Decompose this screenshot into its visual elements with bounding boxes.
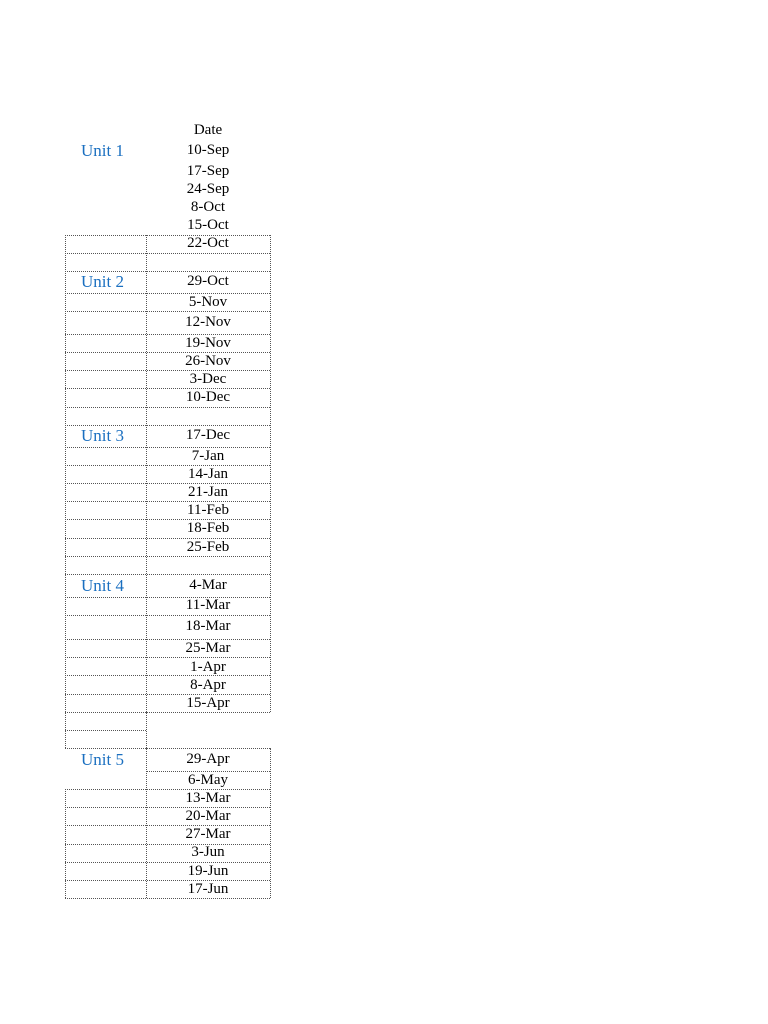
grid-line — [270, 748, 271, 898]
grid-line — [65, 730, 146, 731]
date-cell: 10-Dec — [185, 389, 231, 405]
grid-line — [65, 235, 66, 712]
grid-line — [65, 639, 270, 640]
date-cell: 18-Feb — [186, 520, 230, 536]
grid-line — [65, 447, 270, 448]
grid-line — [65, 712, 66, 748]
grid-line — [65, 657, 270, 658]
grid-line — [270, 235, 271, 712]
grid-line — [65, 501, 270, 502]
date-cell: 5-Nov — [188, 294, 228, 310]
grid-line — [65, 675, 270, 676]
grid-line — [65, 880, 270, 881]
grid-line — [65, 615, 270, 616]
date-cell: 1-Apr — [190, 659, 226, 675]
date-cell: 3-Jun — [191, 844, 225, 860]
grid-line — [65, 862, 270, 863]
unit-label: Unit 2 — [81, 272, 124, 291]
grid-line — [65, 334, 270, 335]
grid-line — [146, 748, 270, 749]
grid-line — [65, 465, 270, 466]
grid-line — [65, 694, 270, 695]
grid-line — [65, 748, 146, 749]
grid-line — [65, 370, 270, 371]
date-cell: 26-Nov — [185, 353, 231, 369]
date-cell: 24-Sep — [186, 181, 230, 197]
grid-line — [65, 352, 270, 353]
grid-line — [65, 425, 270, 426]
grid-line — [146, 748, 147, 898]
unit-label: Unit 4 — [81, 576, 124, 595]
grid-line — [65, 407, 270, 408]
date-cell: 8-Apr — [190, 677, 226, 693]
date-cell: 25-Feb — [186, 539, 230, 555]
date-cell: 15-Oct — [187, 217, 229, 233]
date-cell: 11-Feb — [187, 502, 229, 518]
grid-line — [65, 898, 270, 899]
grid-line — [146, 712, 147, 748]
date-cell: 27-Mar — [185, 826, 231, 842]
grid-line — [146, 235, 147, 712]
grid-line — [65, 483, 270, 484]
grid-line — [65, 388, 270, 389]
grid-line — [65, 807, 270, 808]
grid-line — [146, 771, 270, 772]
date-cell: 29-Oct — [187, 273, 229, 289]
date-cell: 14-Jan — [188, 466, 228, 482]
grid-line — [65, 538, 270, 539]
date-cell: 10-Sep — [186, 142, 230, 158]
unit-label: Unit 5 — [81, 750, 124, 769]
unit-label: Unit 3 — [81, 426, 124, 445]
date-cell: 21-Jan — [188, 484, 228, 500]
date-cell: 18-Mar — [185, 618, 231, 634]
date-cell: 12-Nov — [185, 314, 231, 330]
date-cell: 4-Mar — [189, 577, 227, 593]
date-cell: 3-Dec — [189, 371, 227, 387]
grid-line — [65, 789, 270, 790]
grid-line — [65, 825, 270, 826]
date-cell: 29-Apr — [186, 751, 230, 767]
grid-line — [65, 574, 270, 575]
date-cell: 8-Oct — [190, 199, 226, 215]
grid-line — [65, 597, 270, 598]
date-cell: 19-Jun — [187, 863, 229, 879]
date-cell: 17-Dec — [185, 427, 231, 443]
grid-line — [65, 556, 270, 557]
date-cell: 20-Mar — [185, 808, 231, 824]
grid-line — [65, 311, 270, 312]
grid-line — [65, 253, 270, 254]
date-cell: 17-Sep — [186, 163, 230, 179]
date-cell: 22-Oct — [187, 235, 229, 251]
date-cell: 7-Jan — [191, 448, 225, 464]
grid-line — [65, 844, 270, 845]
date-header: Date — [193, 122, 223, 138]
grid-line — [65, 789, 66, 898]
grid-line — [65, 271, 270, 272]
date-cell: 19-Nov — [185, 335, 231, 351]
grid-line — [65, 235, 270, 236]
date-cell: 13-Mar — [185, 790, 231, 806]
date-cell: 6-May — [188, 772, 228, 788]
date-cell: 17-Jun — [187, 881, 229, 897]
date-cell: 15-Apr — [186, 695, 230, 711]
grid-line — [65, 712, 270, 713]
grid-line — [65, 519, 270, 520]
grid-line — [65, 293, 270, 294]
unit-label: Unit 1 — [81, 141, 124, 160]
date-cell: 11-Mar — [185, 597, 231, 613]
date-cell: 25-Mar — [185, 640, 231, 656]
